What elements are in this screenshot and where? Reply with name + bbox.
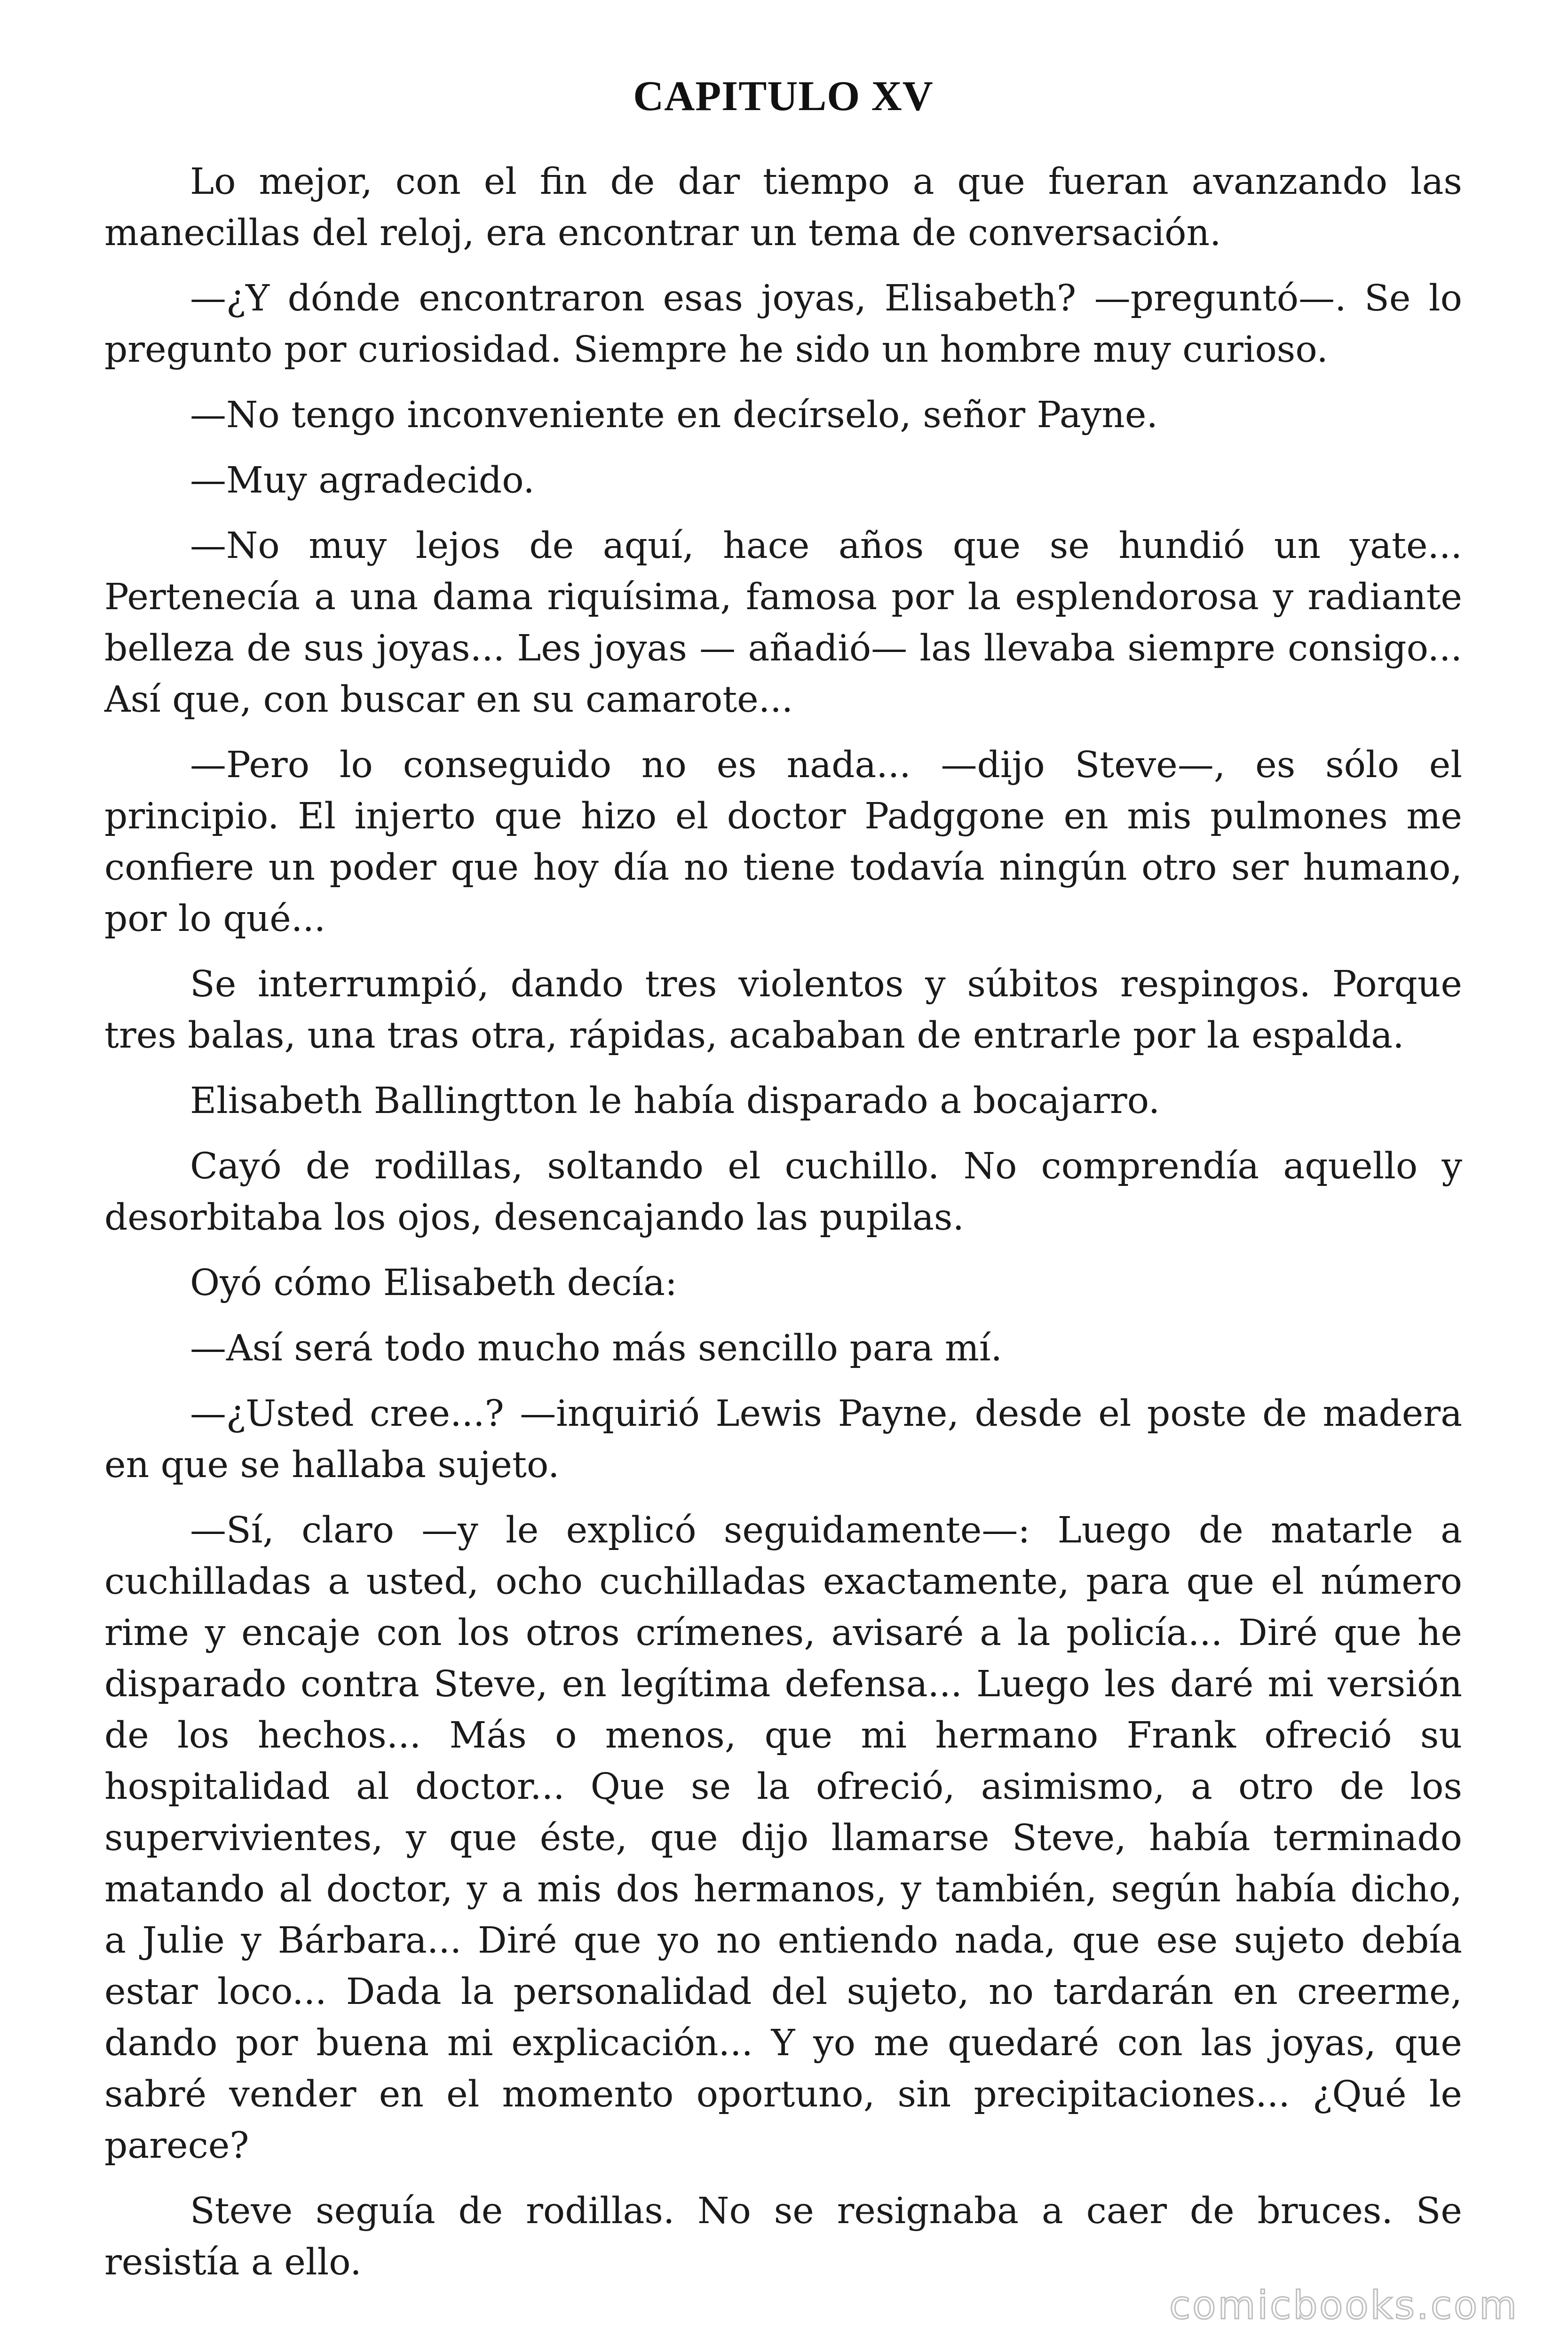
paragraph: —No tengo inconveniente en decírselo, señor Payne. xyxy=(190,394,1158,436)
paragraph: —Pero lo conseguido no es nada... —dijo Steve—, es sólo el principio. El injerto que hizo el doctor Padggone en mis pulmones me confiere un poder que hoy día no tiene todavía ningún otro ser humano, por lo qué... xyxy=(104,744,1462,940)
chapter-title: CAPITULO XV xyxy=(633,73,934,119)
paragraph: Cayó de rodillas, soltando el cuchillo. No comprendía aquello y desorbitaba los ojos, desencajando las pupilas. xyxy=(104,1145,1462,1239)
paragraph: Oyó cómo Elisabeth decía: xyxy=(190,1262,678,1304)
paragraph: Steve seguía de rodillas. No se resignaba a caer de bruces. Se resistía a ello. xyxy=(104,2190,1462,2283)
chapter-body xyxy=(104,156,1462,2288)
paragraph: Lo mejor, con el fin de dar tiempo a que fueran avanzando las manecillas del reloj, era encontrar un tema de conversación. xyxy=(104,161,1462,254)
paragraph: —¿Y dónde encontraron esas joyas, Elisabeth? —preguntó—. Se lo pregunto por curiosidad. Siempre he sido un hombre muy curioso. xyxy=(104,278,1462,371)
paragraph: —Así será todo mucho más sencillo para mí. xyxy=(190,1327,1003,1369)
paragraph: Elisabeth Ballingtton le había disparado a bocajarro. xyxy=(190,1080,1160,1122)
paragraph: —No muy lejos de aquí, hace años que se hundió un yate... Pertenecía a una dama riquísima, famosa por la esplendorosa y radiante belleza de sus joyas... Les joyas — añadió— las llevaba siempre consigo... Así que, con buscar en su camarote... xyxy=(104,525,1462,721)
watermark: comicbooks.com xyxy=(1169,2283,1519,2328)
paragraph: Se interrumpió, dando tres violentos y súbitos respingos. Porque tres balas, una tras otra, rápidas, acababan de entrarle por la espalda. xyxy=(104,963,1462,1057)
paragraph: —¿Usted cree...? —inquirió Lewis Payne, desde el poste de madera en que se hallaba sujeto. xyxy=(104,1393,1462,1486)
paragraph: —Muy agradecido. xyxy=(190,460,535,501)
paragraph: —Sí, claro —y le explicó seguidamente—: Luego de matarle a cuchilladas a usted, ocho cuchilladas exactamente, para que el número rime y encaje con los otros crímenes, avisaré a la policía... Diré que he disparado contra Steve, en legítima defensa... Luego les daré mi versión de los hechos... Más o menos, que mi hermano Frank ofreció su hospitalidad al doctor... Que se la ofreció, asimismo, a otro de los supervivientes, y que éste, que dijo llamarse Steve, había terminado matando al doctor, y a mis dos hermanos, y también, según había dicho, a Julie y Bárbara... Diré que yo no entiendo nada, que ese sujeto debía estar loco... Dada la personalidad del sujeto, no tardarán en creerme, dando por buena mi explicación... Y yo me quedaré con las joyas, que sabré vender en el momento oportuno, sin precipitaciones... ¿Qué le parece? xyxy=(104,1510,1462,2167)
